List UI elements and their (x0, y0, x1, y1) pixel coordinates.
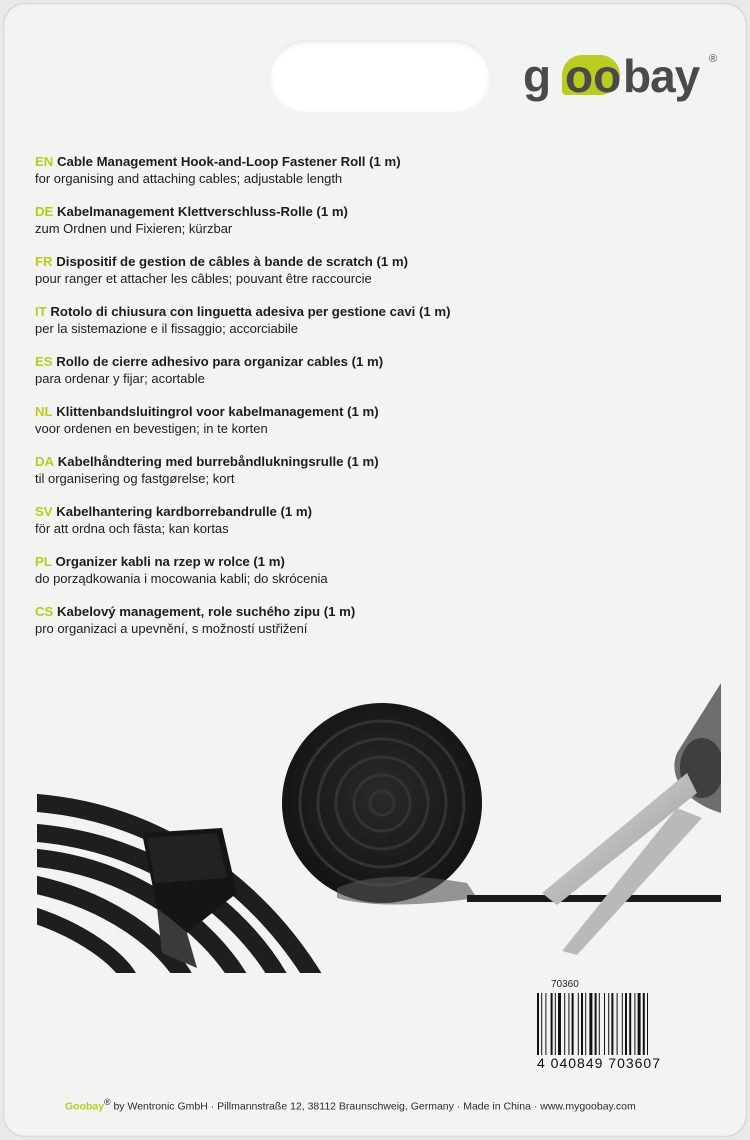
barcode-bar (537, 993, 539, 1055)
barcode-bar (581, 993, 583, 1055)
lang-block-it (35, 303, 725, 353)
barcode-bar (585, 993, 586, 1055)
barcode-bar (572, 993, 574, 1055)
hang-hole (269, 40, 491, 112)
lang-subtitle: til organisering og fastgørelse; kort (35, 471, 235, 486)
lang-subtitle: för att ordna och fästa; kan kortas (35, 521, 229, 536)
barcode-bar (578, 993, 579, 1055)
barcode-bar (638, 993, 641, 1055)
barcode-bar (564, 993, 565, 1055)
lang-subtitle: do porządkowania i mocowania kabli; do skrócenia (35, 571, 328, 586)
lang-block-cs (35, 603, 725, 653)
lang-subtitle: for organising and attaching cables; adjustable length (35, 171, 343, 186)
article-number: 70360 (551, 979, 579, 990)
lang-block-pl (35, 553, 725, 603)
barcode-bar (551, 993, 553, 1055)
logo-oo: oo (565, 50, 622, 102)
barcode-bar (625, 993, 627, 1055)
lang-title: Klittenbandsluitingrol voor kabelmanagement (1 m) (56, 404, 379, 419)
product-card (3, 3, 747, 1137)
lang-title: Rollo de cierre adhesivo para organizar cables (1 m) (56, 354, 384, 369)
language-descriptions (35, 153, 725, 653)
barcode-bar (647, 993, 648, 1055)
logo-bay: bay (623, 50, 700, 102)
lang-subtitle: zum Ordnen und Fixieren; kürzbar (35, 221, 233, 236)
logo-registered: ® (709, 53, 718, 65)
lang-title: Cable Management Hook-and-Loop Fastener Roll (1 m) (57, 154, 401, 169)
barcode-bar (629, 993, 631, 1055)
logo-oo-bubble (562, 50, 622, 102)
lang-block-da (35, 453, 725, 503)
lang-code: ES (35, 354, 53, 369)
footer-registered: ® (104, 1097, 111, 1107)
lang-title: Organizer kabli na rzep w rolce (1 m) (55, 554, 285, 569)
scissors (542, 683, 721, 955)
barcode-bar (541, 993, 542, 1055)
lang-subtitle: para ordenar y fijar; acortable (35, 371, 205, 386)
lang-code: IT (35, 304, 47, 319)
barcode-bar (589, 993, 592, 1055)
barcode-bar (558, 993, 561, 1055)
lang-title: Dispositif de gestion de câbles à bande de scratch (1 m) (56, 254, 409, 269)
lang-code: SV (35, 504, 53, 519)
lang-title: Kabelový management, role suchého zipu (1 m) (57, 604, 356, 619)
lang-code: CS (35, 604, 54, 619)
lang-code: DA (35, 454, 55, 469)
lang-code: FR (35, 254, 53, 269)
lang-subtitle: voor ordenen en bevestigen; in te korten (35, 421, 268, 436)
barcode-bar (568, 993, 569, 1055)
lang-code: EN (35, 154, 54, 169)
lang-code: DE (35, 204, 54, 219)
lang-block-de (35, 203, 725, 253)
barcode-bar (545, 993, 546, 1055)
lang-title: Kabelmanagement Klettverschluss-Rolle (1 m) (57, 204, 348, 219)
barcode-bar (599, 993, 600, 1055)
lang-title: Kabelhantering kardborrebandrulle (1 m) (56, 504, 313, 519)
lang-block-fr (35, 253, 725, 303)
barcode-bar (555, 993, 556, 1055)
goobay-logo (523, 50, 723, 103)
barcode-bar (643, 993, 645, 1055)
footer-brand: Goobay (65, 1100, 105, 1113)
lang-subtitle: per la sistemazione e il fissaggio; accorciabile (35, 321, 299, 336)
barcode-bar (608, 993, 609, 1055)
barcode-bar (622, 993, 623, 1055)
barcode-bar (604, 993, 605, 1055)
footer-text: by Wentronic GmbH · Pillmannstraße 12, 38112 Braunschweig, Germany · Made in China · www.mygoobay.com (110, 1100, 636, 1113)
lang-code: NL (35, 404, 53, 419)
lang-title: Rotolo di chiusura con linguetta adesiva per gestione cavi (1 m) (50, 304, 451, 319)
lang-subtitle: pour ranger et attacher les câbles; pouvant être raccourcie (35, 271, 372, 286)
lang-block-en (35, 153, 725, 203)
product-photo (37, 683, 721, 973)
lang-subtitle: pro organizaci a upevnění, s možností ustřižení (35, 621, 308, 636)
barcode-digits: 4 040849 703607 (537, 1055, 661, 1071)
barcode-bar (634, 993, 635, 1055)
lang-block-es (35, 353, 725, 403)
lang-title: Kabelhåndtering med burrebåndlukningsrulle (1 m) (57, 454, 379, 469)
lang-code: PL (35, 554, 52, 569)
footer (65, 1097, 636, 1113)
barcode-bar (595, 993, 597, 1055)
logo-g: g (523, 50, 551, 102)
barcode-bar (617, 993, 618, 1055)
lang-block-sv (35, 503, 725, 553)
lang-block-nl (35, 403, 725, 453)
barcode-bar (611, 993, 613, 1055)
